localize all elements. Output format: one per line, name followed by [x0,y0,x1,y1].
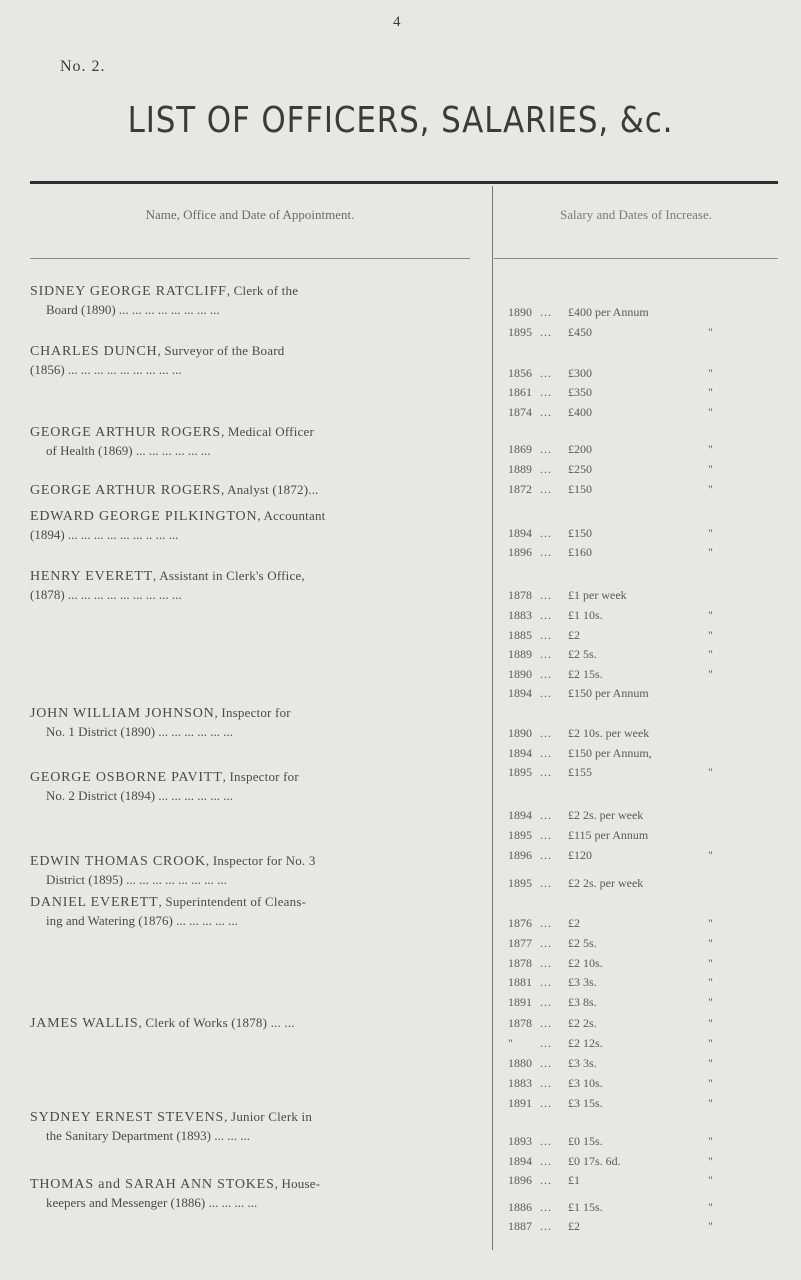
officer-entry: JAMES WALLIS, Clerk of Works (1878) ... ... [30,1015,295,1031]
officer-entry: GEORGE ARTHUR ROGERS, Analyst (1872)... [30,482,319,498]
officer-entry: CHARLES DUNCH, Surveyor of the Board (1856) ... ... ... ... ... ... ... ... ... [30,343,285,377]
officer-entry: GEORGE OSBORNE PAVITT, Inspector for No. 2 District (1894) ... ... ... ... ... ... [30,769,299,803]
header-rule [30,181,778,184]
header-underline-right [494,258,778,259]
officer-entry: THOMAS and SARAH ANN STOKES, House- keepers and Messenger (1886) ... ... ... ... [30,1176,321,1210]
officer-entry: SIDNEY GEORGE RATCLIFF, Clerk of the Board (1890) ... ... ... ... ... ... ... ... [30,283,299,317]
officer-entry: EDWIN THOMAS CROOK, Inspector for No. 3 District (1895) ... ... ... ... ... ... ... ... [30,853,316,887]
officer-entry: JOHN WILLIAM JOHNSON, Inspector for No. 1 District (1890) ... ... ... ... ... ... [30,705,291,739]
column-header-salary: Salary and Dates of Increase. [560,207,712,222]
officer-entry: EDWARD GEORGE PILKINGTON, Accountant (1894) ... ... ... ... ... ... .. ... ... [30,508,326,542]
column-header-name: Name, Office and Date of Appointment. [145,207,355,222]
officer-entry: GEORGE ARTHUR ROGERS, Medical Officer of Health (1869) ... ... ... ... ... ... [30,424,314,458]
column-divider [492,186,493,1250]
page-title: LIST OF OFFICERS, SALARIES, &c. [127,100,674,141]
officer-entry: DANIEL EVERETT, Superintendent of Cleans- ing and Watering (1876) ... ... ... ... ... [30,894,307,928]
document-number: No. 2. [60,58,106,75]
header-underline-left [30,258,470,259]
officer-entry: SYDNEY ERNEST STEVENS, Junior Clerk in the Sanitary Department (1893) ... ... ... [30,1109,313,1143]
page-number: 4 [393,14,401,30]
officer-entry: HENRY EVERETT, Assistant in Clerk's Office, (1878) ... ... ... ... ... ... ... ... ... [30,568,305,602]
